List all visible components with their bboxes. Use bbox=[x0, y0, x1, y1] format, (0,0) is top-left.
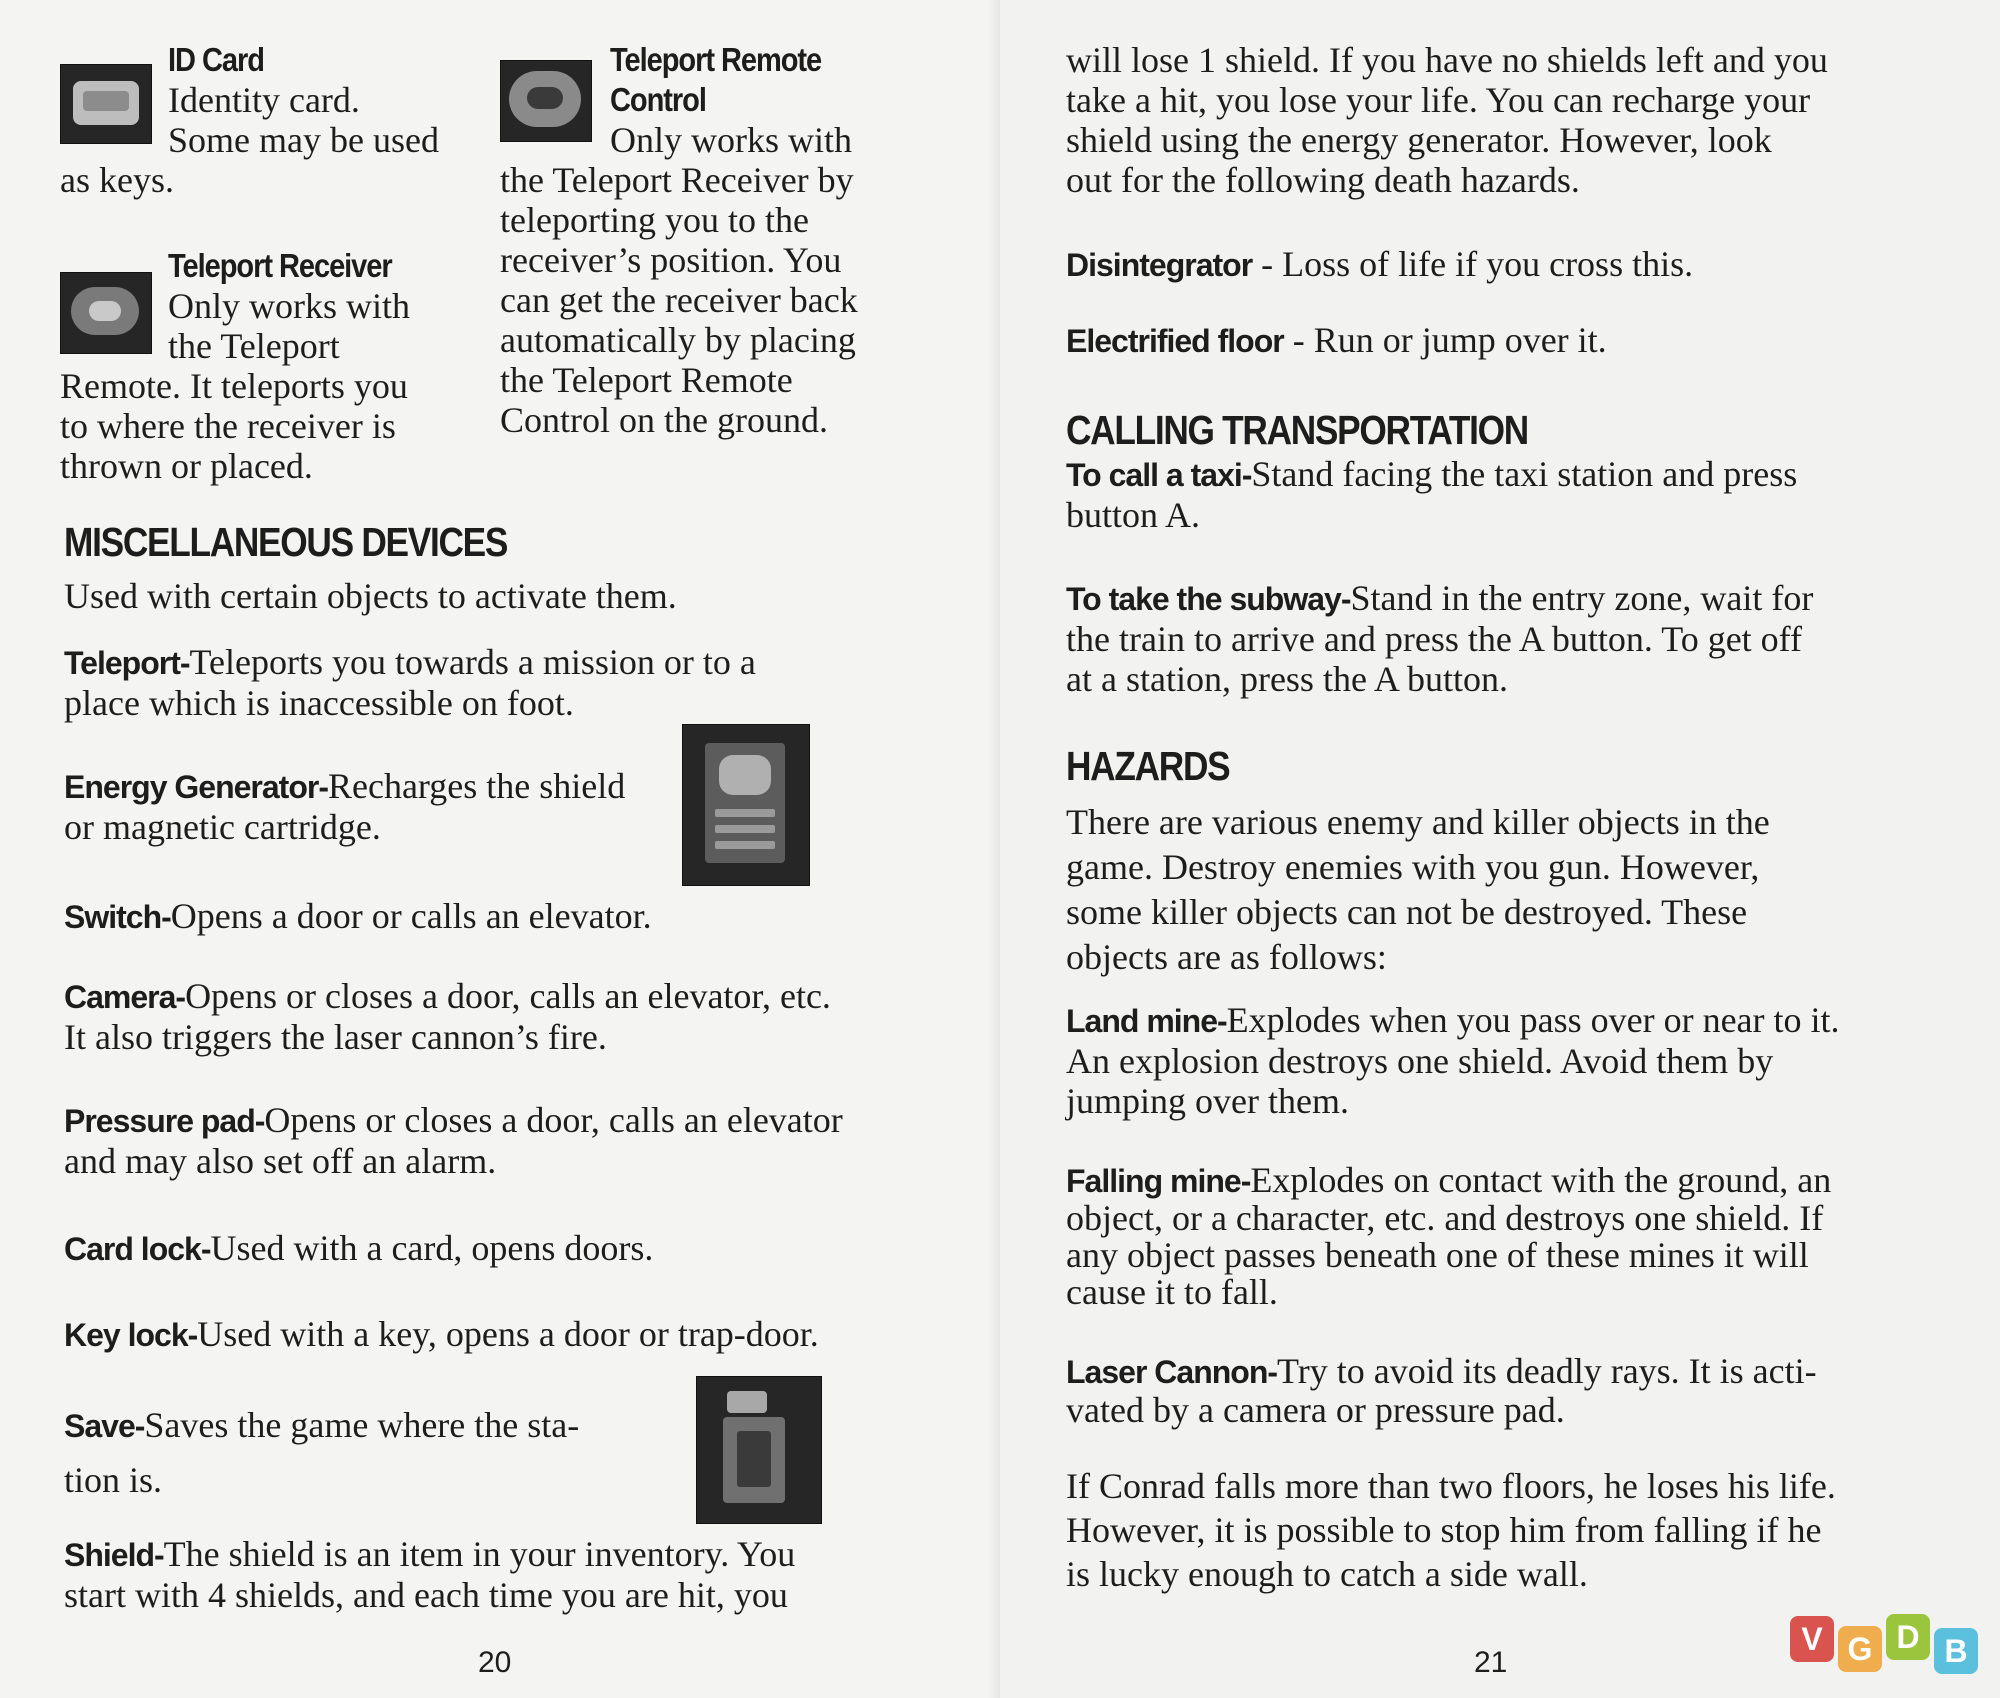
teleport-remote-line: teleporting you to the bbox=[500, 200, 809, 240]
teleport-receiver-line: the Teleport bbox=[168, 326, 340, 366]
card-lock-term: Card lock- bbox=[64, 1231, 211, 1267]
teleport-line: Teleports you towards a mission or to a bbox=[189, 642, 756, 682]
watermark-letter: B bbox=[1934, 1628, 1978, 1674]
key-lock-term: Key lock- bbox=[64, 1317, 198, 1353]
hazards-line: some killer objects can not be destroyed. These bbox=[1066, 892, 1748, 932]
watermark-letter: V bbox=[1790, 1616, 1834, 1662]
falling-mine-line: any object passes beneath one of these mines it will bbox=[1066, 1235, 1809, 1275]
falling-mine-line: object, or a character, etc. and destroys one shield. If bbox=[1066, 1198, 1824, 1238]
save-line: Saves the game where the sta- bbox=[144, 1405, 580, 1445]
land-mine-line: jumping over them. bbox=[1066, 1081, 1349, 1121]
land-mine-entry bbox=[1066, 1000, 1996, 1121]
laser-cannon-line: Try to avoid its deadly rays. It is acti- bbox=[1277, 1351, 1817, 1391]
energy-generator-entry bbox=[64, 766, 684, 847]
shield-line: The shield is an item in your inventory. You bbox=[163, 1534, 796, 1574]
hazards-intro bbox=[1066, 800, 1986, 980]
key-lock-entry bbox=[64, 1314, 964, 1355]
vgdb-watermark-logo bbox=[1790, 1612, 1990, 1682]
pressure-pad-entry bbox=[64, 1100, 964, 1181]
watermark-letter: D bbox=[1886, 1614, 1930, 1660]
subway-line: the train to arrive and press the A button. To get off bbox=[1066, 619, 1802, 659]
land-mine-line: An explosion destroys one shield. Avoid them by bbox=[1066, 1041, 1774, 1081]
disintegrator-term: Disintegrator bbox=[1066, 247, 1253, 283]
land-mine-term: Land mine- bbox=[1066, 1003, 1227, 1039]
falling-mine-entry bbox=[1066, 1162, 1996, 1311]
energy-generator-term: Energy Generator- bbox=[64, 769, 328, 805]
misc-devices-heading: MISCELLANEOUS DEVICES bbox=[64, 519, 508, 565]
pressure-pad-line: and may also set off an alarm. bbox=[64, 1141, 497, 1181]
teleport-remote-line: Control on the ground. bbox=[500, 400, 828, 440]
teleport-remote-line: Only works with bbox=[610, 120, 852, 160]
laser-cannon-line: vated by a camera or pressure pad. bbox=[1066, 1390, 1565, 1430]
teleport-remote-line: automatically by placing bbox=[500, 320, 856, 360]
conrad-line: However, it is possible to stop him from falling if he bbox=[1066, 1510, 1822, 1550]
subway-term: To take the subway- bbox=[1066, 581, 1351, 617]
camera-term: Camera- bbox=[64, 979, 186, 1015]
save-station-icon bbox=[696, 1376, 822, 1524]
id-card-line: as keys. bbox=[60, 160, 174, 200]
page-number: 21 bbox=[1474, 1646, 1508, 1679]
laser-cannon-entry bbox=[1066, 1352, 1996, 1429]
shield-continued bbox=[1066, 40, 1986, 200]
watermark-letter: G bbox=[1838, 1626, 1882, 1672]
shield-continued-line: will lose 1 shield. If you have no shields left and you bbox=[1066, 40, 1828, 80]
teleport-receiver-line: Remote. It teleports you bbox=[60, 366, 408, 406]
energy-generator-line: or magnetic cartridge. bbox=[64, 807, 381, 847]
page-number: 20 bbox=[478, 1646, 512, 1679]
card-lock-text: Used with a card, opens doors. bbox=[210, 1228, 654, 1268]
conrad-note bbox=[1066, 1464, 1996, 1596]
teleport-receiver-line: Only works with bbox=[168, 286, 410, 326]
subway-line: Stand in the entry zone, wait for bbox=[1350, 578, 1814, 618]
subway-entry bbox=[1066, 578, 1986, 699]
teleport-remote-title: Teleport Remote bbox=[610, 41, 822, 78]
falling-mine-term: Falling mine- bbox=[1066, 1163, 1251, 1199]
save-line: tion is. bbox=[64, 1460, 163, 1500]
teleport-remote-entry bbox=[500, 40, 960, 440]
conrad-line: If Conrad falls more than two floors, he loses his life. bbox=[1066, 1466, 1836, 1506]
key-lock-text: Used with a key, opens a door or trap-door. bbox=[197, 1314, 819, 1354]
switch-term: Switch- bbox=[64, 899, 171, 935]
card-lock-entry bbox=[64, 1228, 944, 1269]
disintegrator-entry bbox=[1066, 244, 1986, 285]
energy-generator-icon bbox=[682, 724, 810, 886]
camera-line: It also triggers the laser cannon’s fire. bbox=[64, 1017, 607, 1057]
id-card-line: Identity card. bbox=[168, 80, 360, 120]
taxi-line: button A. bbox=[1066, 495, 1201, 535]
id-card-line: Some may be used bbox=[168, 120, 439, 160]
energy-generator-line: Recharges the shield bbox=[327, 766, 626, 806]
switch-text: Opens a door or calls an elevator. bbox=[170, 896, 652, 936]
taxi-term: To call a taxi- bbox=[1066, 457, 1252, 493]
electrified-floor-entry bbox=[1066, 320, 1986, 361]
id-card-entry bbox=[60, 40, 480, 200]
teleport-remote-title: Control bbox=[610, 81, 706, 118]
pressure-pad-term: Pressure pad- bbox=[64, 1103, 265, 1139]
electrified-floor-term: Electrified floor bbox=[1066, 323, 1284, 359]
teleport-term: Teleport- bbox=[64, 645, 190, 681]
teleport-remote-line: the Teleport Remote bbox=[500, 360, 793, 400]
teleport-entry bbox=[64, 642, 944, 723]
id-card-title: ID Card bbox=[168, 41, 264, 78]
shield-continued-line: shield using the energy generator. However, look bbox=[1066, 120, 1772, 160]
pressure-pad-line: Opens or closes a door, calls an elevator bbox=[264, 1100, 843, 1140]
camera-line: Opens or closes a door, calls an elevator, etc. bbox=[185, 976, 831, 1016]
land-mine-line: Explodes when you pass over or near to it. bbox=[1226, 1000, 1840, 1040]
teleport-receiver-line: thrown or placed. bbox=[60, 446, 313, 486]
disintegrator-text: - Loss of life if you cross this. bbox=[1252, 244, 1694, 284]
teleport-remote-line: receiver’s position. You bbox=[500, 240, 842, 280]
shield-entry bbox=[64, 1534, 964, 1615]
teleport-remote-line: the Teleport Receiver by bbox=[500, 160, 854, 200]
hazards-line: There are various enemy and killer objects in the bbox=[1066, 802, 1770, 842]
taxi-line: Stand facing the taxi station and press bbox=[1251, 454, 1798, 494]
save-entry bbox=[64, 1398, 684, 1507]
falling-mine-line: cause it to fall. bbox=[1066, 1272, 1278, 1312]
electrified-floor-text: - Run or jump over it. bbox=[1283, 320, 1607, 360]
shield-term: Shield- bbox=[64, 1537, 164, 1573]
misc-intro: Used with certain objects to activate them. bbox=[64, 576, 677, 616]
hazards-line: objects are as follows: bbox=[1066, 937, 1387, 977]
teleport-remote-line: can get the receiver back bbox=[500, 280, 858, 320]
camera-entry bbox=[64, 976, 964, 1057]
shield-line: start with 4 shields, and each time you are hit, you bbox=[64, 1575, 788, 1615]
taxi-entry bbox=[1066, 454, 1986, 535]
teleport-receiver-line: to where the receiver is bbox=[60, 406, 396, 446]
falling-mine-line: Explodes on contact with the ground, an bbox=[1250, 1160, 1832, 1200]
shield-continued-line: take a hit, you lose your life. You can recharge your bbox=[1066, 80, 1811, 120]
teleport-line: place which is inaccessible on foot. bbox=[64, 683, 574, 723]
laser-cannon-term: Laser Cannon- bbox=[1066, 1354, 1278, 1390]
hazards-line: game. Destroy enemies with you gun. However, bbox=[1066, 847, 1760, 887]
subway-line: at a station, press the A button. bbox=[1066, 659, 1508, 699]
teleport-receiver-entry bbox=[60, 246, 500, 486]
calling-transportation-heading: CALLING TRANSPORTATION bbox=[1066, 407, 1528, 453]
conrad-line: is lucky enough to catch a side wall. bbox=[1066, 1554, 1588, 1594]
right-page bbox=[1000, 0, 2000, 1698]
switch-entry bbox=[64, 896, 944, 937]
hazards-heading: HAZARDS bbox=[1066, 743, 1230, 789]
save-term: Save- bbox=[64, 1408, 145, 1444]
teleport-receiver-title: Teleport Receiver bbox=[168, 247, 392, 284]
shield-continued-line: out for the following death hazards. bbox=[1066, 160, 1580, 200]
